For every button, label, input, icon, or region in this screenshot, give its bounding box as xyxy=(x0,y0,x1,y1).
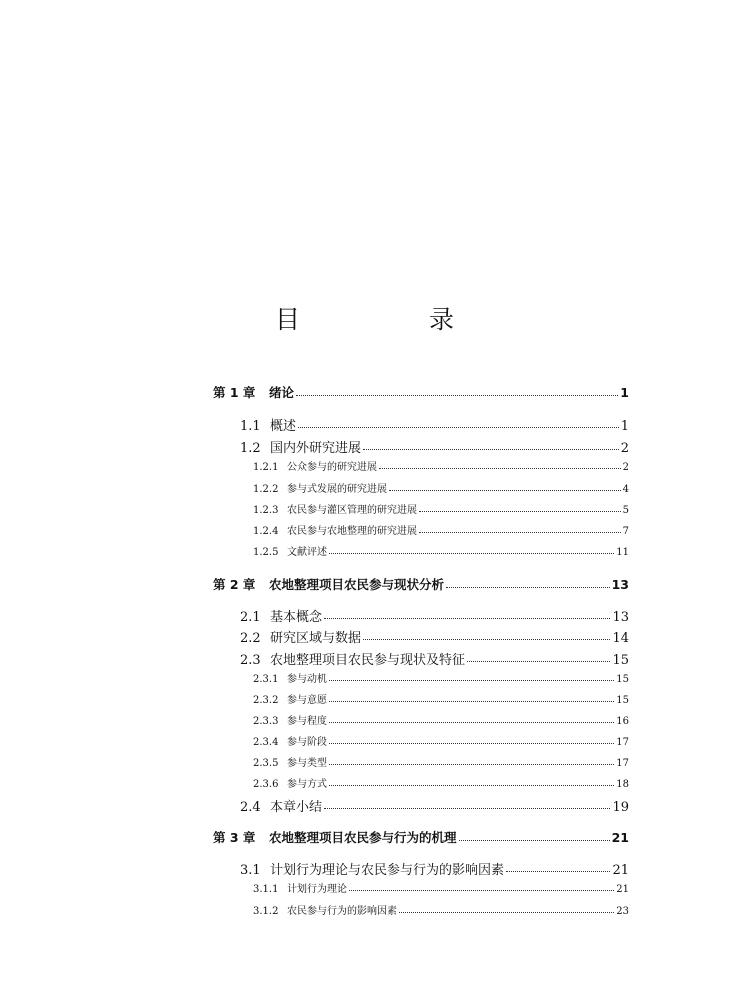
toc-entry[interactable] xyxy=(253,712,629,727)
toc-entry-title: 参与阶段 xyxy=(287,737,327,748)
toc-entry[interactable] xyxy=(240,627,629,646)
toc-entry[interactable] xyxy=(253,733,629,748)
toc-entry-title: 参与意愿 xyxy=(287,695,327,706)
toc-leader-dots xyxy=(467,661,610,662)
toc-entry[interactable] xyxy=(253,543,629,558)
toc-entry-page: 15 xyxy=(616,674,629,685)
toc-entry[interactable] xyxy=(253,501,629,516)
toc-entry-number: 2.4 xyxy=(240,800,261,815)
toc-entry-page: 15 xyxy=(616,695,629,706)
toc-entry-title: 研究区域与数据 xyxy=(270,631,362,646)
toc-entry[interactable] xyxy=(240,437,629,456)
toc-entry-page: 21 xyxy=(612,863,629,878)
toc-leader-dots xyxy=(324,808,610,809)
toc-leader-dots xyxy=(329,680,614,681)
toc-entry-number: 3.1 xyxy=(240,863,261,878)
toc-leader-dots xyxy=(329,701,614,702)
toc-leader-dots xyxy=(329,785,614,786)
toc-entry-title: 参与式发展的研究进展 xyxy=(287,484,387,495)
toc-entry-number: 2.3 xyxy=(240,653,261,668)
toc-entry-page: 16 xyxy=(616,716,629,727)
toc-entry-number: 1.1 xyxy=(240,419,261,434)
toc-entry-page: 5 xyxy=(622,505,629,516)
toc-entry-title: 参与程度 xyxy=(287,716,327,727)
page-title: 目 录 xyxy=(274,305,506,334)
toc-entry-number: 第 3 章 xyxy=(213,830,256,845)
toc-entry-number: 1.2.3 xyxy=(253,505,279,516)
toc-entry-number: 2.3.1 xyxy=(253,674,279,685)
toc-entry[interactable] xyxy=(253,522,629,537)
toc-entry[interactable] xyxy=(253,902,629,917)
toc-entry-number: 2.3.4 xyxy=(253,737,279,748)
toc-entry-title: 公众参与的研究进展 xyxy=(287,462,377,473)
toc-leader-dots xyxy=(363,449,619,450)
toc-entry[interactable] xyxy=(240,859,629,878)
toc-entry[interactable] xyxy=(253,458,629,473)
toc-entry[interactable] xyxy=(240,606,629,625)
toc-entry-number: 3.1.1 xyxy=(253,884,279,895)
toc-entry-page: 4 xyxy=(622,484,629,495)
toc-leader-dots xyxy=(379,468,621,469)
toc-leader-dots xyxy=(419,511,621,512)
toc-leader-dots xyxy=(419,532,621,533)
toc-entry-page: 21 xyxy=(616,884,629,895)
toc-entry-number: 2.3.6 xyxy=(253,779,279,790)
toc-leader-dots xyxy=(389,490,621,491)
toc-entry-title: 农地整理项目农民参与现状分析 xyxy=(269,577,445,592)
toc-leader-dots xyxy=(296,395,618,396)
toc-entry-number: 2.1 xyxy=(240,610,261,625)
toc-leader-dots xyxy=(298,427,619,428)
toc-leader-dots xyxy=(329,553,614,554)
toc-entry-page: 19 xyxy=(612,800,629,815)
toc-entry-title: 本章小结 xyxy=(270,800,323,815)
toc-entry-title: 基本概念 xyxy=(270,610,323,625)
toc-entry-number: 2.2 xyxy=(240,631,261,646)
toc-entry[interactable] xyxy=(213,828,629,846)
toc-entry-number: 3.1.2 xyxy=(253,906,279,917)
toc-entry[interactable] xyxy=(213,383,629,401)
toc-entry-number: 1.2.4 xyxy=(253,526,279,537)
toc-entry-page: 7 xyxy=(622,526,629,537)
toc-leader-dots xyxy=(329,764,614,765)
toc-entry-title: 计划行为理论与农民参与行为的影响因素 xyxy=(270,863,505,878)
toc-entry-page: 1 xyxy=(620,385,629,400)
toc-entry-page: 2 xyxy=(620,441,629,456)
toc-leader-dots xyxy=(329,722,614,723)
toc-entry-title: 参与方式 xyxy=(287,779,327,790)
toc-entry[interactable] xyxy=(213,575,629,593)
toc-entry-page: 14 xyxy=(612,631,629,646)
toc-entry[interactable] xyxy=(240,796,629,815)
toc-entry-number: 1.2.5 xyxy=(253,547,279,558)
toc-entry-number: 第 2 章 xyxy=(213,577,256,592)
toc-leader-dots xyxy=(349,890,614,891)
toc-entry-title: 农民参与农地整理的研究进展 xyxy=(287,526,417,537)
toc-entry-title: 农地整理项目农民参与现状及特征 xyxy=(270,653,466,668)
toc-entry-number: 2.3.3 xyxy=(253,716,279,727)
toc-entry-page: 13 xyxy=(611,577,629,592)
toc-leader-dots xyxy=(324,618,610,619)
toc-leader-dots xyxy=(459,840,610,841)
toc-leader-dots xyxy=(446,587,610,588)
toc-entry[interactable] xyxy=(240,649,629,668)
toc-entry-page: 17 xyxy=(616,758,629,769)
toc-leader-dots xyxy=(399,912,614,913)
toc-entry-page: 17 xyxy=(616,737,629,748)
toc-entry-title: 农民参与灌区管理的研究进展 xyxy=(287,505,417,516)
toc-entry-number: 2.3.5 xyxy=(253,758,279,769)
toc-entry[interactable] xyxy=(253,670,629,685)
toc-leader-dots xyxy=(506,871,610,872)
toc-entry-title: 概述 xyxy=(270,419,297,434)
toc-entry-page: 18 xyxy=(616,779,629,790)
toc-entry-page: 11 xyxy=(616,547,629,558)
toc-entry[interactable] xyxy=(253,754,629,769)
toc-entry-title: 国内外研究进展 xyxy=(270,441,362,456)
toc-entry-number: 1.2.1 xyxy=(253,462,279,473)
toc-entry-title: 农民参与行为的影响因素 xyxy=(287,906,397,917)
toc-entry-number: 2.3.2 xyxy=(253,695,279,706)
toc-entry-page: 1 xyxy=(620,419,629,434)
toc-entry-page: 2 xyxy=(622,462,629,473)
toc-entry-title: 文献评述 xyxy=(287,547,327,558)
toc-entry-page: 13 xyxy=(612,610,629,625)
toc-entry-page: 15 xyxy=(612,653,629,668)
toc-entry-number: 1.2.2 xyxy=(253,484,279,495)
toc-entry-number: 1.2 xyxy=(240,441,261,456)
toc-entry-page: 23 xyxy=(616,906,629,917)
toc-leader-dots xyxy=(363,639,610,640)
toc-leader-dots xyxy=(329,743,614,744)
toc-entry-title: 计划行为理论 xyxy=(287,884,347,895)
toc-entry[interactable] xyxy=(253,691,629,706)
toc-entry-page: 21 xyxy=(611,830,629,845)
toc-entry[interactable] xyxy=(240,415,629,434)
toc-entry[interactable] xyxy=(253,480,629,495)
toc-entry-number: 第 1 章 xyxy=(213,385,256,400)
toc-entry-title: 参与动机 xyxy=(287,674,327,685)
toc-entry[interactable] xyxy=(253,775,629,790)
toc-entry-title: 农地整理项目农民参与行为的机理 xyxy=(269,830,457,845)
toc-entry-title: 参与类型 xyxy=(287,758,327,769)
toc-entry-title: 绪论 xyxy=(269,385,295,400)
toc-entry[interactable] xyxy=(253,880,629,895)
